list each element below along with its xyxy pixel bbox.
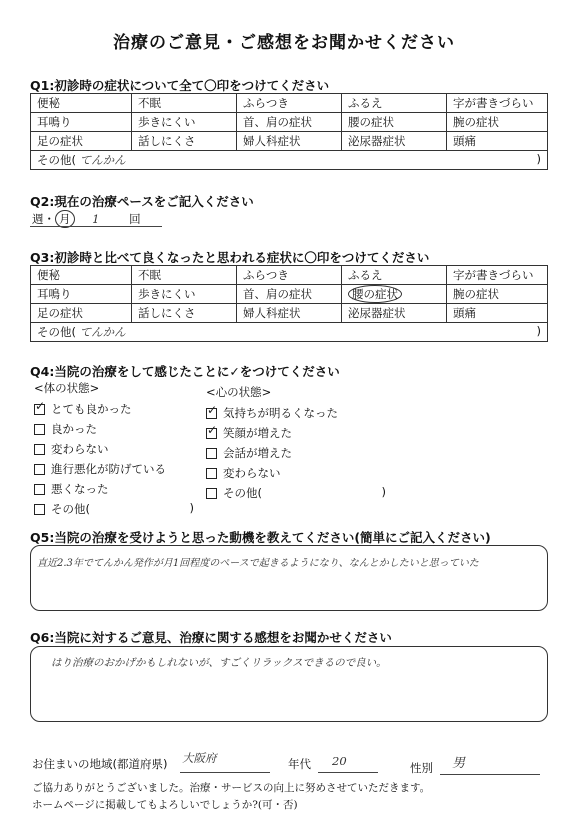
q1-cell[interactable]: 頭痛 (447, 132, 548, 151)
checkbox-icon[interactable] (206, 468, 217, 479)
q1-cell[interactable]: 首、肩の症状 (237, 113, 342, 132)
q1-cell[interactable]: 便秘 (31, 94, 132, 113)
checkbox-checked-icon[interactable] (206, 428, 217, 439)
gender-underline (440, 774, 540, 775)
q4-body-option-other[interactable] (34, 501, 194, 517)
checkbox-checked-icon[interactable] (206, 408, 217, 419)
q4-mind-header: <心の状態> (206, 385, 272, 399)
q4-body-option[interactable] (34, 461, 166, 477)
q2-times: 回 (129, 212, 141, 226)
checkbox-icon[interactable] (34, 504, 45, 515)
q1-cell[interactable]: 話しにくさ (132, 132, 237, 151)
q1-other-value: てんかん (79, 153, 126, 167)
q3-cell[interactable]: ふるえ (342, 266, 447, 285)
q3-other-label: その他( (37, 325, 76, 339)
option-label: 進行悪化が防げている (51, 462, 166, 476)
q2-count: 1 (92, 212, 100, 226)
q4-body-option[interactable] (34, 441, 109, 457)
q3-cell[interactable]: 頭痛 (447, 304, 548, 323)
q3-cell-circled[interactable] (342, 285, 447, 304)
thanks-text: ご協力ありがとうございました。治療・サービスの向上に努めさせていただきます。 (32, 782, 431, 794)
gender-value: 男 (452, 756, 466, 771)
q1-heading: Q1:初診時の症状について全て〇印をつけてください (30, 78, 330, 93)
q4-mind-option[interactable] (206, 445, 292, 461)
q1-cell[interactable]: 歩きにくい (132, 113, 237, 132)
q1-cell[interactable]: ふるえ (342, 94, 447, 113)
option-label: 笑顔が増えた (223, 426, 292, 440)
q4-mind-option[interactable] (206, 405, 338, 421)
q6-answer-box[interactable] (30, 646, 548, 722)
q3-other-value: てんかん (79, 325, 126, 339)
q6-heading: Q6:当院に対するご意見、治療に関する感想をお聞かせください (30, 630, 392, 645)
q3-cell[interactable]: 婦人科症状 (237, 304, 342, 323)
q2-month-circled: 月 (55, 210, 75, 228)
option-close: ) (381, 485, 386, 499)
q3-cell[interactable]: ふらつき (237, 266, 342, 285)
q4-mind-option[interactable] (206, 465, 281, 481)
page-title: 治療のご意見・ご感想をお聞かせください (113, 33, 455, 53)
q4-body-header: <体の状態> (34, 381, 100, 395)
q1-other-label: その他( (37, 153, 76, 167)
q3-cell[interactable]: 腕の症状 (447, 285, 548, 304)
q1-cell[interactable]: 腕の症状 (447, 113, 548, 132)
q1-cell[interactable]: 耳鳴り (31, 113, 132, 132)
q4-body-option[interactable] (34, 481, 109, 497)
option-label: 悪くなった (51, 482, 109, 496)
q3-cell[interactable]: 不眠 (132, 266, 237, 285)
q1-cell[interactable]: 字が書きづらい (447, 94, 548, 113)
q3-circled-item: 腰の症状 (348, 285, 402, 303)
q4-body-option[interactable] (34, 401, 132, 417)
q5-heading: Q5:当院の治療を受けようと思った動機を教えてください(簡単にご記入ください) (30, 530, 491, 545)
option-label: とても良かった (51, 402, 132, 416)
q1-cell[interactable]: 足の症状 (31, 132, 132, 151)
age-label: 年代 (288, 757, 311, 771)
q6-answer: はり治療のおかげかもしれないが、すごくリラックスできるので良い。 (51, 657, 387, 669)
q1-cell[interactable]: ふらつき (237, 94, 342, 113)
q2-heading: Q2:現在の治療ペースをご記入ください (30, 194, 254, 209)
age-underline (318, 772, 378, 773)
q1-cell[interactable]: 腰の症状 (342, 113, 447, 132)
q1-other-row[interactable] (31, 151, 548, 170)
q2-underline (30, 226, 162, 227)
q3-cell[interactable]: 首、肩の症状 (237, 285, 342, 304)
q3-other-close: ) (536, 324, 541, 338)
option-label: その他( (51, 502, 90, 516)
q1-other-close: ) (536, 152, 541, 166)
checkbox-icon[interactable] (206, 488, 217, 499)
q4-body-option[interactable] (34, 421, 97, 437)
checkbox-icon[interactable] (34, 464, 45, 475)
q1-cell[interactable]: 婦人科症状 (237, 132, 342, 151)
q1-cell[interactable]: 泌尿器症状 (342, 132, 447, 151)
age-value: 20 (332, 754, 347, 768)
option-label: 変わらない (51, 442, 109, 456)
q3-cell[interactable]: 話しにくさ (132, 304, 237, 323)
checkbox-icon[interactable] (34, 444, 45, 455)
q4-heading: Q4:当院の治療をして感じたことに✓をつけてください (30, 364, 340, 379)
option-label: 変わらない (223, 466, 281, 480)
option-close: ) (189, 501, 194, 515)
option-label: 気持ちが明るくなった (223, 406, 338, 420)
q1-symptom-table (30, 93, 548, 170)
q3-cell[interactable]: 泌尿器症状 (342, 304, 447, 323)
q3-cell[interactable]: 足の症状 (31, 304, 132, 323)
q3-cell[interactable]: 耳鳴り (31, 285, 132, 304)
q3-cell[interactable]: 歩きにくい (132, 285, 237, 304)
option-label: その他( (223, 486, 262, 500)
q3-cell[interactable]: 便秘 (31, 266, 132, 285)
region-underline (180, 772, 270, 773)
checkbox-checked-icon[interactable] (34, 404, 45, 415)
q4-mind-option[interactable] (206, 425, 292, 441)
region-value: 大阪府 (182, 751, 217, 765)
q3-cell[interactable]: 字が書きづらい (447, 266, 548, 285)
q3-heading: Q3:初診時と比べて良くなったと思われる症状に〇印をつけてください (30, 250, 430, 265)
gender-label: 性別 (410, 761, 433, 775)
checkbox-icon[interactable] (34, 424, 45, 435)
q5-answer: 直近2.3年でてんかん発作が月1回程度のペースで起きるようになり、なんとかしたいと思っていた (37, 558, 479, 569)
q5-answer-box[interactable] (30, 545, 548, 611)
q4-mind-option-other[interactable] (206, 485, 386, 501)
checkbox-icon[interactable] (34, 484, 45, 495)
publish-consent: ホームページに掲載してもよろしいでしょうか?(可・否) (32, 799, 298, 811)
q2-dot: ・ (43, 212, 55, 226)
q3-symptom-table (30, 265, 548, 342)
q1-cell[interactable]: 不眠 (132, 94, 237, 113)
option-label: 良かった (51, 422, 97, 436)
q3-other-row[interactable] (31, 323, 548, 342)
region-label: お住まいの地域(都道府県) (32, 757, 168, 771)
checkbox-icon[interactable] (206, 448, 217, 459)
option-label: 会話が増えた (223, 446, 292, 460)
q2-week: 週 (32, 212, 44, 226)
